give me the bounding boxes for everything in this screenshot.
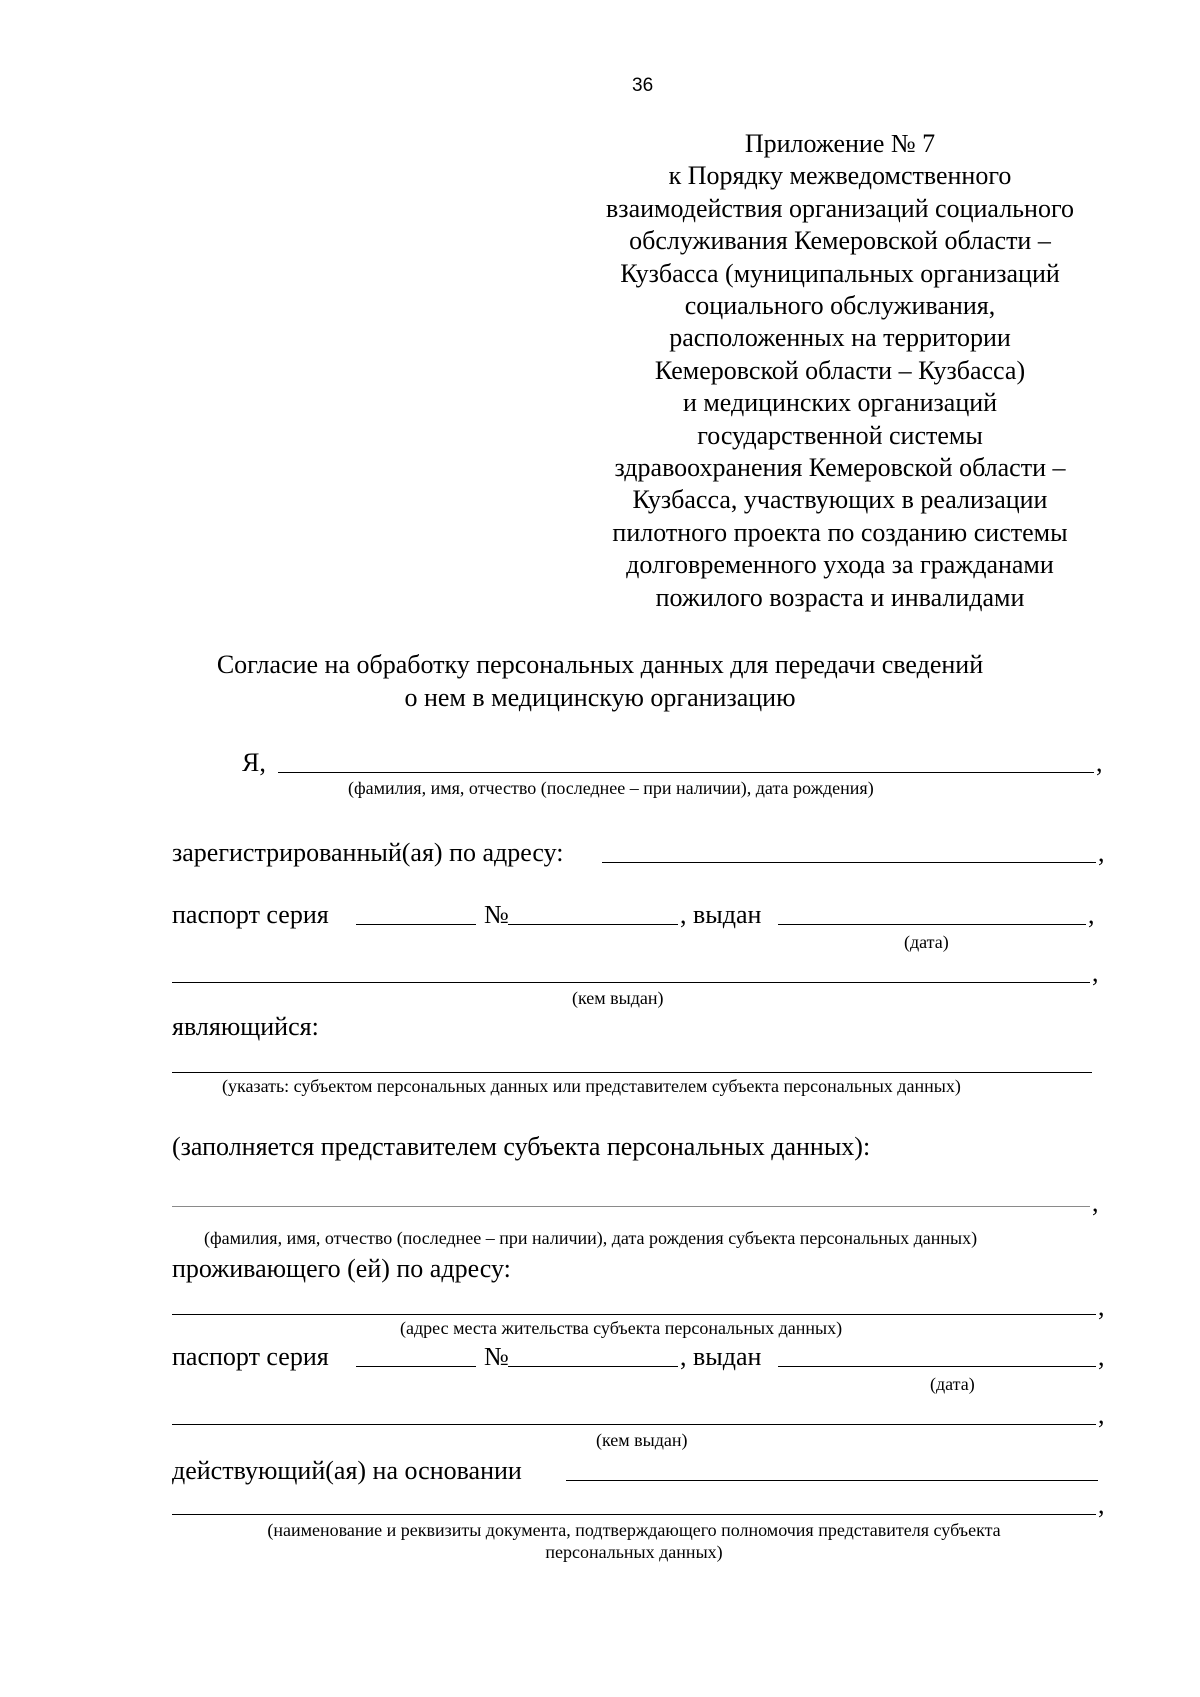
date-caption: (дата) (930, 1374, 975, 1394)
issued-by-field[interactable] (172, 982, 1090, 983)
subject-fio-field[interactable] (172, 1206, 1090, 1207)
representative-heading: (заполняется представителем субъекта персональных данных): (172, 1132, 871, 1161)
title-line-1: Согласие на обработку персональных данных для передачи сведений (216, 650, 984, 679)
comma: , (1092, 958, 1099, 987)
subject-caption: (указать: субъектом персональных данных или представителем субъекта персональных данных) (222, 1076, 961, 1096)
appendix-heading (560, 128, 1120, 614)
basis-document-field[interactable] (566, 1480, 1098, 1481)
registered-label: зарегистрированный(ая) по адресу: (172, 838, 564, 867)
appendix-line: Кемеровской области – Кузбасса) (654, 355, 1026, 385)
basis-document-field-2[interactable] (172, 1514, 1096, 1515)
appendix-line: государственной системы (697, 420, 983, 450)
comma: , (1098, 1342, 1105, 1371)
comma: , (1098, 838, 1105, 867)
subject-status-field[interactable] (172, 1072, 1092, 1073)
appendix-line: Кузбасса, участвующих в реализации (632, 485, 1048, 515)
document-title (180, 648, 1020, 714)
passport2-issue-date-field[interactable] (778, 1366, 1096, 1367)
appendix-line: расположенных на территории (669, 323, 1011, 353)
registered-address-field[interactable] (602, 862, 1096, 863)
document-caption-line-1: (наименование и реквизиты документа, подтверждающего полномочия представителя субъекта (267, 1520, 1001, 1540)
appendix-line: пилотного проекта по созданию системы (612, 517, 1068, 547)
issued-by-caption: (кем выдан) (596, 1430, 688, 1450)
subject-fio-caption: (фамилия, имя, отчество (последнее – при наличии), дата рождения субъекта персональных данных) (204, 1228, 978, 1248)
passport2-number-field[interactable] (508, 1366, 678, 1367)
comma: , (1096, 748, 1103, 777)
appendix-line: взаимодействия организаций социального (606, 193, 1074, 223)
address-caption: (адрес места жительства субъекта персональных данных) (400, 1318, 843, 1338)
passport2-series-field[interactable] (356, 1366, 476, 1367)
number-sign: № (484, 1342, 509, 1371)
appendix-line: и медицинских организаций (682, 388, 998, 418)
living-label: проживающего (ей) по адресу: (172, 1254, 511, 1283)
comma: , (1098, 1400, 1105, 1429)
number-sign: № (484, 900, 509, 929)
page-number: 36 (632, 75, 654, 96)
passport-issue-date-field[interactable] (778, 924, 1086, 925)
passport-series-label: паспорт серия (172, 1342, 329, 1371)
issued-label: , выдан (680, 1342, 762, 1371)
being-label: являющийся: (172, 1012, 319, 1041)
appendix-line: Кузбасса (муниципальных организаций (620, 258, 1060, 288)
comma: , (1088, 900, 1095, 929)
fio-caption: (фамилия, имя, отчество (последнее – при наличии), дата рождения) (348, 778, 874, 798)
appendix-line: долговременного ухода за гражданами (626, 550, 1054, 580)
date-caption: (дата) (904, 932, 949, 952)
i-label: Я, (242, 748, 266, 777)
title-line-2: о нем в медицинскую организацию (404, 683, 796, 712)
appendix-line: пожилого возраста и инвалидами (655, 582, 1025, 612)
comma: , (1098, 1292, 1105, 1321)
appendix-line: здравоохранения Кемеровской области – (614, 453, 1066, 483)
comma: , (1092, 1188, 1099, 1217)
acting-label: действующий(ая) на основании (172, 1456, 522, 1485)
passport-series-field[interactable] (356, 924, 476, 925)
appendix-line: Приложение № 7 (744, 129, 936, 158)
appendix-line: к Порядку межведомственного (668, 161, 1012, 191)
document-caption-line-2: персональных данных) (545, 1542, 723, 1562)
issued-label: , выдан (680, 900, 762, 929)
comma: , (1098, 1490, 1105, 1519)
appendix-line: социального обслуживания, (684, 291, 996, 321)
living-address-field[interactable] (172, 1314, 1096, 1315)
issued-by-caption: (кем выдан) (572, 988, 664, 1008)
fio-field[interactable] (278, 772, 1094, 773)
passport-series-label: паспорт серия (172, 900, 329, 929)
issued-by-2-field[interactable] (172, 1424, 1096, 1425)
appendix-line: обслуживания Кемеровской области – (629, 226, 1051, 256)
passport-number-field[interactable] (508, 924, 678, 925)
